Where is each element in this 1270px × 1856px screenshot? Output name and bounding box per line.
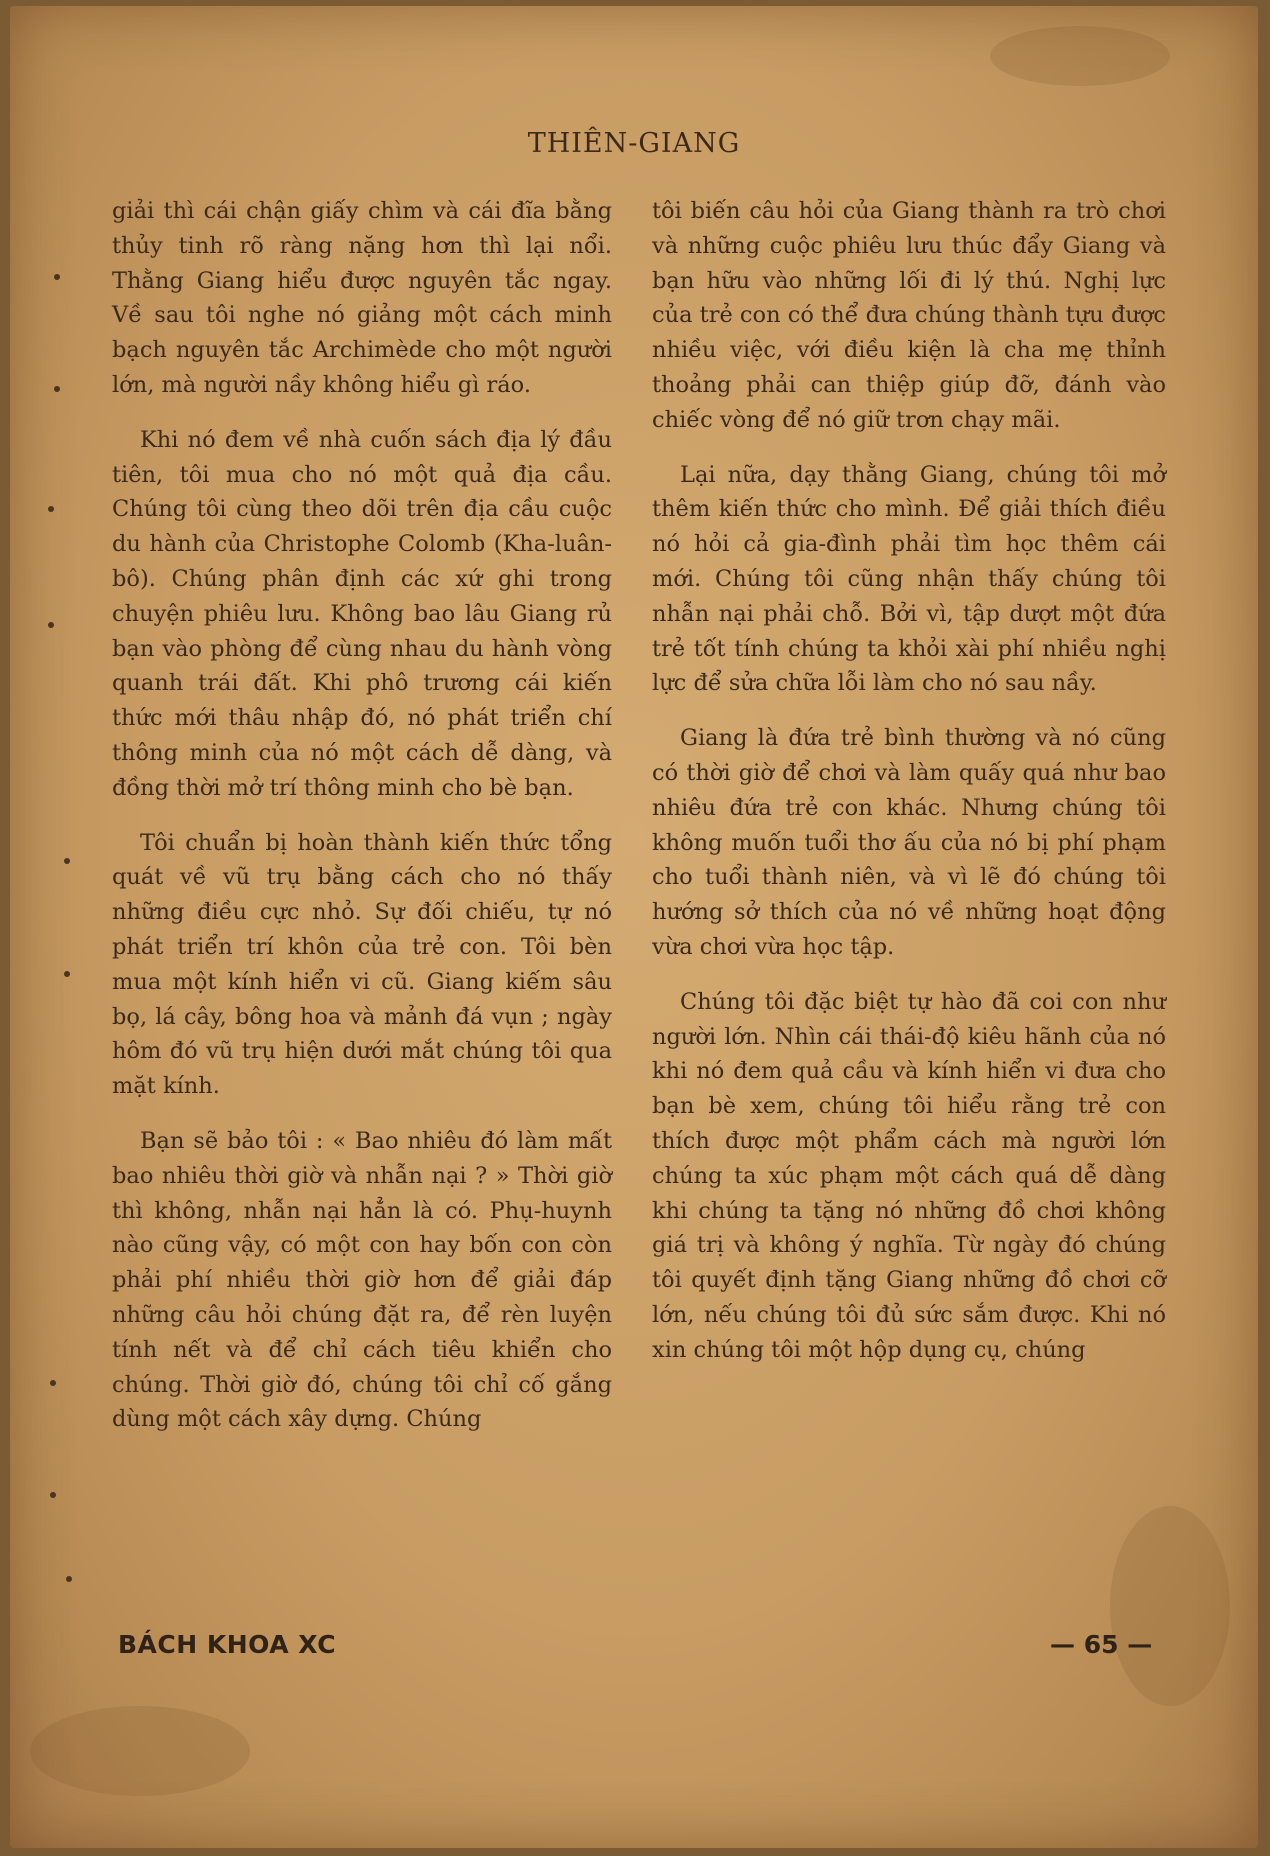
paper-stain <box>990 26 1170 86</box>
paragraph: Khi nó đem về nhà cuốn sách địa lý đầu tiên, tôi mua cho nó một quả địa cầu. Chúng tôi cùng theo dõi trên địa cầu cuộc du hành của Christophe Colomb (Kha-luân-bô). Chúng phân định các xứ ghi trong chuyện phiêu lưu. Không bao lâu Giang rủ bạn vào phòng để cùng nhau du hành vòng quanh trái đất. Khi phô trương cái kiến thức mới thâu nhập đó, nó phát triển chí thông minh của nó một cách dễ dàng, và đồng thời mở trí thông minh cho bè bạn. <box>112 426 612 801</box>
paragraph: Tôi chuẩn bị hoàn thành kiến thức tổng quát về vũ trụ bằng cách cho nó thấy những điều cực nhỏ. Sự đối chiếu, tự nó phát triển trí khôn của trẻ con. Tôi bèn mua một kính hiển vi cũ. Giang kiếm sâu bọ, lá cây, bông hoa và mảnh đá vụn ; ngày hôm đó vũ trụ hiện dưới mắt chúng tôi qua mặt kính. <box>112 829 612 1100</box>
binding-hole <box>64 858 70 864</box>
paragraph: Giang là đứa trẻ bình thường và nó cũng có thời giờ để chơi và làm quấy quá như bao nhiêu đứa trẻ con khác. Nhưng chúng tôi không muốn tuổi thơ ấu của nó bị phí phạm cho tuổi thành niên, và vì lẽ đó chúng tôi hướng sở thích của nó về những hoạt động vừa chơi vừa học tập. <box>652 725 1166 960</box>
paragraph: tôi biến câu hỏi của Giang thành ra trò chơi và những cuộc phiêu lưu thúc đẩy Giang và bạn hữu vào những lối đi lý thú. Nghị lực của trẻ con có thể đưa chúng thành tựu được nhiều việc, với điều kiện là cha mẹ thỉnh thoảng phải can thiệp giúp đỡ, đánh vào chiếc vòng để nó giữ trơn chạy mãi. <box>652 198 1166 433</box>
paragraph: giải thì cái chận giấy chìm và cái đĩa bằng thủy tinh rõ ràng nặng hơn thì lại nổi. Thằng Giang hiểu được nguyên tắc ngay. Về sau tôi nghe nó giảng một cách minh bạch nguyên tắc Archimède cho một người lớn, mà người nầy không hiểu gì ráo. <box>112 198 612 398</box>
binding-hole <box>54 274 60 280</box>
scanned-page <box>10 6 1258 1848</box>
binding-hole <box>64 971 70 977</box>
paper-stain <box>1110 1506 1230 1706</box>
binding-hole <box>50 1492 56 1498</box>
paragraph: Lại nữa, dạy thằng Giang, chúng tôi mở thêm kiến thức cho mình. Để giải thích điều nó hỏi cả gia-đình phải tìm học thêm cái mới. Chúng tôi cũng nhận thấy chúng tôi nhẫn nại phải chỗ. Bởi vì, tập dượt một đứa trẻ tốt tính chúng ta khỏi xài phí nhiều nghị lực để sửa chữa lỗi làm cho nó sau nầy. <box>652 461 1166 697</box>
paper-stain <box>30 1706 250 1796</box>
paragraph: Bạn sẽ bảo tôi : « Bao nhiêu đó làm mất bao nhiêu thời giờ và nhẫn nại ? » Thời giờ thì không, nhẫn nại hẳn là có. Phụ-huynh nào cũng vậy, có một con hay bốn con còn phải phí nhiều thời giờ hơn để giải đáp những câu hỏi chúng đặt ra, để rèn luyện tính nết và để chỉ cách tiêu khiển cho chúng. Thời giờ đó, chúng tôi chỉ cố gắng dùng một cách xây dựng. Chúng <box>112 1127 612 1433</box>
publication-name: BÁCH KHOA XC <box>118 1630 337 1659</box>
running-header: THIÊN-GIANG <box>527 128 741 159</box>
binding-hole <box>48 622 54 628</box>
right-column <box>652 194 1166 1388</box>
page-number: — 65 — <box>1050 1630 1153 1659</box>
binding-hole <box>50 1380 56 1386</box>
binding-hole <box>66 1576 72 1582</box>
binding-hole <box>48 506 54 512</box>
left-column <box>112 194 612 1457</box>
paragraph: Chúng tôi đặc biệt tự hào đã coi con như người lớn. Nhìn cái thái-độ kiêu hãnh của nó khi nó đem quả cầu và kính hiển vi đưa cho bạn bè xem, chúng tôi hiểu rằng trẻ con thích được một phẩm cách mà người lớn chúng ta xúc phạm một cách quá dễ dàng khi chúng ta tặng nó những đồ chơi không giá trị và không ý nghĩa. Từ ngày đó chúng tôi quyết định tặng Giang những đồ chơi cỡ lớn, nếu chúng tôi đủ sức sắm được. Khi nó xin chúng tôi một hộp dụng cụ, chúng <box>652 988 1166 1363</box>
binding-hole <box>54 386 60 392</box>
